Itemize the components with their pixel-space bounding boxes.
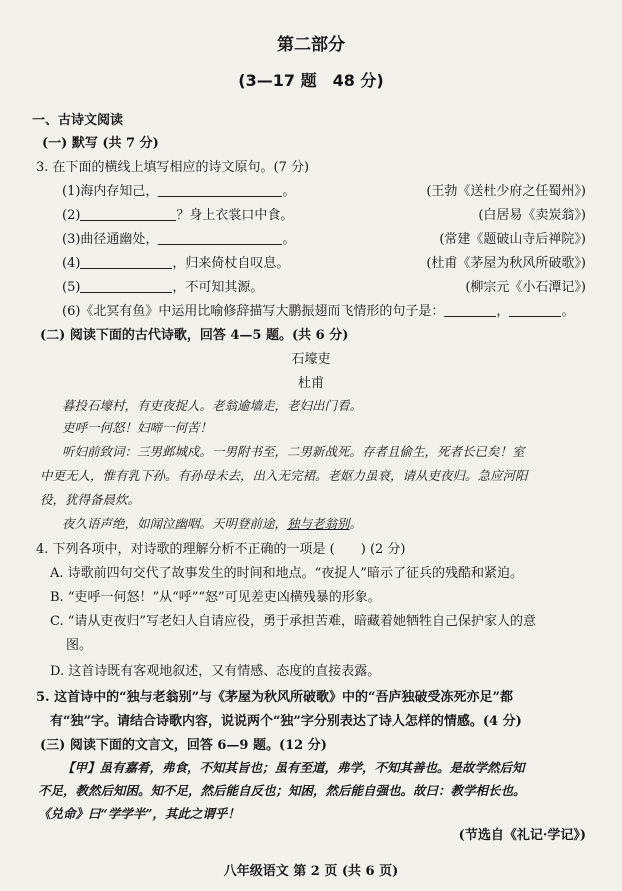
subsection-prose: (三) 阅读下面的文言文，回答 6—9 题。(12 分) (40, 738, 327, 753)
answer-blank[interactable] (509, 302, 561, 317)
answer-blank[interactable] (80, 278, 172, 293)
poem-line-3c: 役，犹得备晨炊。 (40, 492, 141, 507)
q4-option-b: B. “吏呼一何怒！”从“呼”“怒”可见差吏凶横残暴的形象。 (50, 590, 381, 605)
answer-blank[interactable] (80, 254, 172, 269)
answer-blank[interactable] (80, 206, 176, 221)
q3-source-5: (柳宗元《小石潭记》) (465, 280, 586, 295)
poem-line-1: 暮投石壕村，有吏夜捉人。老翁逾墙走，老妇出门看。 (62, 398, 363, 413)
prose-line-2: 不足，教然后知困。知不足，然后能自反也；知困，然后能自强也。故曰：教学相长也。 (38, 783, 526, 798)
q4-option-c: C. “请从吏夜归”写老妇人自请应役，勇于承担苦难，暗藏着她牺牲自己保护家人的意 (50, 614, 537, 629)
answer-blank[interactable] (444, 302, 496, 317)
poem-line-2: 吏呼一何怒！妇啼一何苦！ (62, 420, 213, 435)
q3-line-3: (3)曲径通幽处， 。 (62, 232, 296, 247)
q3-source-2: (白居易《卖炭翁》) (478, 208, 586, 223)
question-5-line-1: 5. 这首诗中的“独与老翁别”与《茅屋为秋风所破歌》中的“吾庐独破受冻死亦足”都 (36, 690, 514, 705)
poem-line-4: 夜久语声绝，如闻泣幽咽。天明登前途，独与老翁别。 (62, 516, 363, 531)
prose-line-3: 《兑命》曰“学学半”，其此之谓乎！ (38, 806, 240, 821)
q4-option-a: A. 诗歌前四句交代了故事发生的时间和地点。“夜捉人”暗示了征兵的残酷和紧迫。 (50, 566, 523, 581)
poem-author: 杜甫 (297, 376, 324, 391)
q4-option-d: D. 这首诗既有客观地叙述，又有情感、态度的直接表露。 (50, 664, 381, 679)
question-5-line-2: 有“独”字。请结合诗歌内容，说说两个“独”字分别表达了诗人怎样的情感。(4 分) (50, 714, 522, 729)
q3-line-5: (5) ，不可知其源。 (62, 280, 264, 295)
q3-source-4: (杜甫《茅屋为秋风所破歌》) (426, 256, 586, 271)
section-heading: 一、古诗文阅读 (32, 113, 124, 128)
q3-line-6: (6)《北冥有鱼》中运用比喻修辞描写大鹏振翅而飞情形的句子是： ， 。 (62, 304, 575, 319)
subsection-poem: (二) 阅读下面的古代诗歌，回答 4—5 题。(共 6 分) (40, 328, 349, 343)
q3-source-3: (常建《题破山寺后禅院》) (439, 232, 586, 247)
part-range: (3—17 题 48 分) (238, 71, 384, 90)
q4-option-c-cont: 图。 (66, 638, 93, 653)
q3-source-1: (王勃《送杜少府之任蜀州》) (426, 184, 586, 199)
poem-title: 石壕吏 (291, 352, 331, 367)
question-3-stem: 3. 在下面的横线上填写相应的诗文原句。(7 分) (36, 160, 310, 175)
underlined-phrase: 独与老翁别 (287, 516, 350, 531)
question-4-stem: 4. 下列各项中，对诗歌的理解分析不正确的一项是 ( ) (2 分) (36, 542, 406, 557)
page-footer: 八年级语文 第 2 页 (共 6 页) (223, 864, 399, 879)
subsection-dictation: (一) 默写 (共 7 分) (42, 136, 159, 151)
poem-line-3a: 听妇前致词：三男邺城戍。一男附书至，二男新战死。存者且偷生，死者长已矣！室 (62, 444, 525, 459)
prose-source: (节选自《礼记·学记》) (458, 828, 586, 843)
q3-line-1: (1)海内存知己， 。 (62, 184, 296, 199)
part-title: 第二部分 (277, 35, 345, 55)
answer-blank[interactable] (158, 230, 282, 245)
prose-line-1: 【甲】虽有嘉肴，弗食，不知其旨也；虽有至道，弗学，不知其善也。是故学然后知 (62, 760, 525, 775)
answer-blank[interactable] (158, 182, 282, 197)
q3-line-2: (2) ？身上衣裳口中食。 (62, 208, 294, 223)
q3-line-4: (4) ，归来倚杖自叹息。 (62, 256, 290, 271)
poem-line-3b: 中更无人，惟有乳下孙。有孙母未去，出入无完裙。老妪力虽衰，请从吏夜归。急应河阳 (40, 468, 528, 483)
